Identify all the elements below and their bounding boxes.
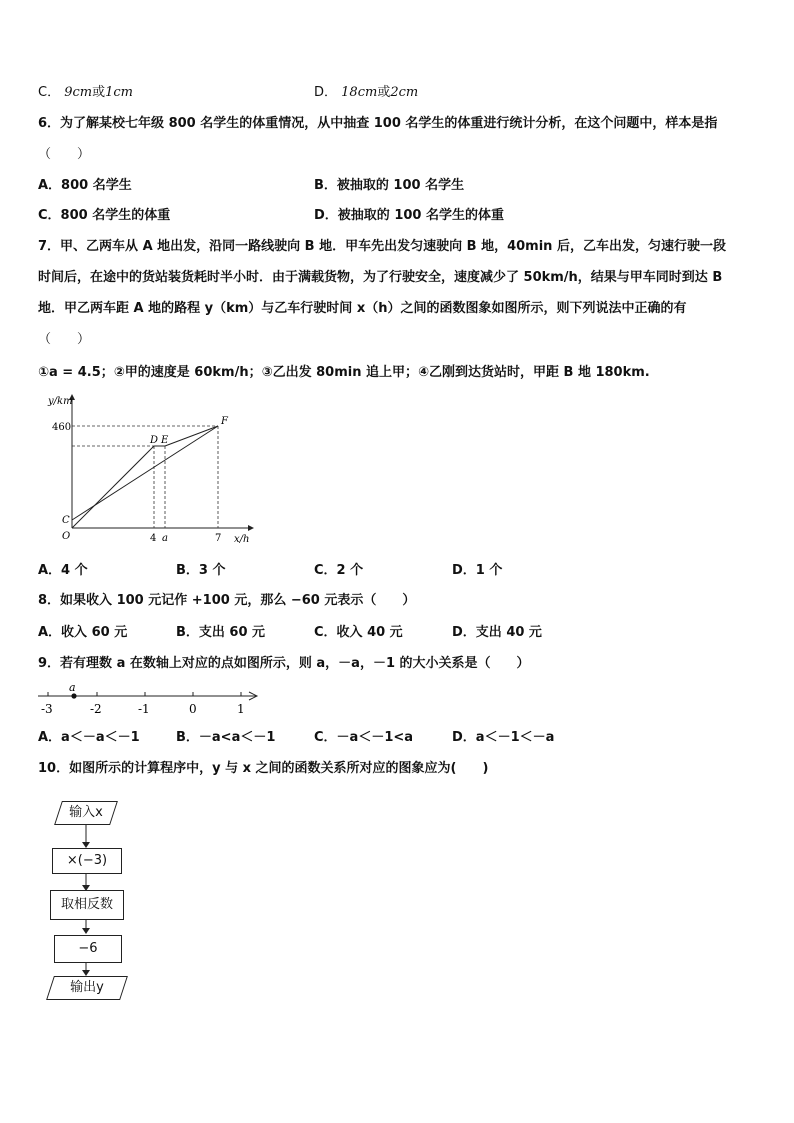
tick-1: 1	[237, 702, 245, 716]
q9-option-a: A．a＜－a＜－1	[38, 730, 140, 745]
q7-stem-line3: 地．甲乙两车距 A 地的路程 y（km）与乙车行驶时间 x（h）之间的函数图象如图所示，则下列说法中正确的有	[38, 301, 687, 316]
point-label-c: C	[62, 515, 70, 526]
q7-option-a: A．4 个	[38, 563, 88, 578]
flowchart-input: 输入x	[58, 801, 114, 825]
q5-option-c: C． 9cm或1cm	[38, 85, 134, 100]
x-axis-label: x/h	[234, 534, 250, 545]
q7-statements: ①a = 4.5；②甲的速度是 60km/h；③乙出发 80min 追上甲；④乙刚到达货站时，甲距 B 地 180km.	[38, 365, 650, 380]
tick-neg2: -2	[90, 702, 102, 716]
x-tick-7: 7	[215, 533, 222, 544]
q6-stem-line2: （ ）	[38, 147, 91, 162]
q8-option-b: B．支出 60 元	[176, 625, 266, 640]
flowchart-step-subtract: −6	[54, 935, 122, 963]
point-label-e: E	[161, 435, 169, 446]
q9-stem: 9．若有理数 a 在数轴上对应的点如图所示，则 a，－a，－1 的大小关系是（ ）	[38, 656, 530, 671]
q7-option-b: B．3 个	[176, 563, 226, 578]
q7-option-d: D．1 个	[452, 563, 503, 578]
q7-function-graph	[36, 392, 256, 548]
q7-stem-line2: 时间后，在途中的货站装货耗时半小时．由于满载货物，为了行驶安全，速度减少了 50km/h，结果与甲车同时到达 B	[38, 270, 723, 285]
x-tick-a: a	[162, 533, 168, 544]
q9-option-b: B．－a<a＜－1	[176, 730, 276, 745]
q9-option-c: C．－a＜－1<a	[314, 730, 414, 745]
tick-neg3: -3	[41, 702, 53, 716]
point-label-f: F	[221, 416, 228, 427]
q7-stem-line1: 7．甲、乙两车从 A 地出发，沿同一路线驶向 B 地．甲车先出发匀速驶向 B 地，40min 后，乙车出发，匀速行驶一段	[38, 239, 726, 254]
flowchart-step-negate: 取相反数	[50, 890, 124, 920]
q6-option-b: B．被抽取的 100 名学生	[314, 178, 465, 193]
point-label-d: D	[150, 435, 159, 446]
q8-option-d: D．支出 40 元	[452, 625, 542, 640]
tick-neg1: -1	[138, 702, 150, 716]
x-tick-4: 4	[150, 533, 157, 544]
q8-option-a: A．收入 60 元	[38, 625, 128, 640]
q6-option-c: C．800 名学生的体重	[38, 208, 171, 223]
tick-0: 0	[189, 702, 197, 716]
q6-option-d: D．被抽取的 100 名学生的体重	[314, 208, 504, 223]
q6-stem-line1: 6．为了解某校七年级 800 名学生的体重情况，从中抽查 100 名学生的体重进行统计分析，在这个问题中，样本是指	[38, 116, 718, 131]
flowchart-step-multiply: ×(−3)	[52, 848, 122, 874]
q8-option-c: C．收入 40 元	[314, 625, 403, 640]
q8-stem: 8．如果收入 100 元记作 +100 元，那么 −60 元表示（ ）	[38, 593, 416, 608]
q5-option-d: D． 18cm或2cm	[314, 85, 419, 100]
y-axis-label: y/km	[48, 396, 73, 407]
q6-option-a: A．800 名学生	[38, 178, 132, 193]
q7-stem-line4: （ ）	[38, 332, 91, 347]
flowchart-output: 输出y	[50, 976, 124, 1000]
q7-option-c: C．2 个	[314, 563, 364, 578]
q10-stem: 10．如图所示的计算程序中，y 与 x 之间的函数关系所对应的图象应为( )	[38, 761, 489, 776]
number-line-point-a: a	[69, 682, 76, 694]
y-tick-460: 460	[52, 422, 72, 433]
point-label-o: O	[62, 531, 71, 542]
q9-number-line	[36, 682, 266, 718]
q9-option-d: D．a＜－1＜－a	[452, 730, 555, 745]
